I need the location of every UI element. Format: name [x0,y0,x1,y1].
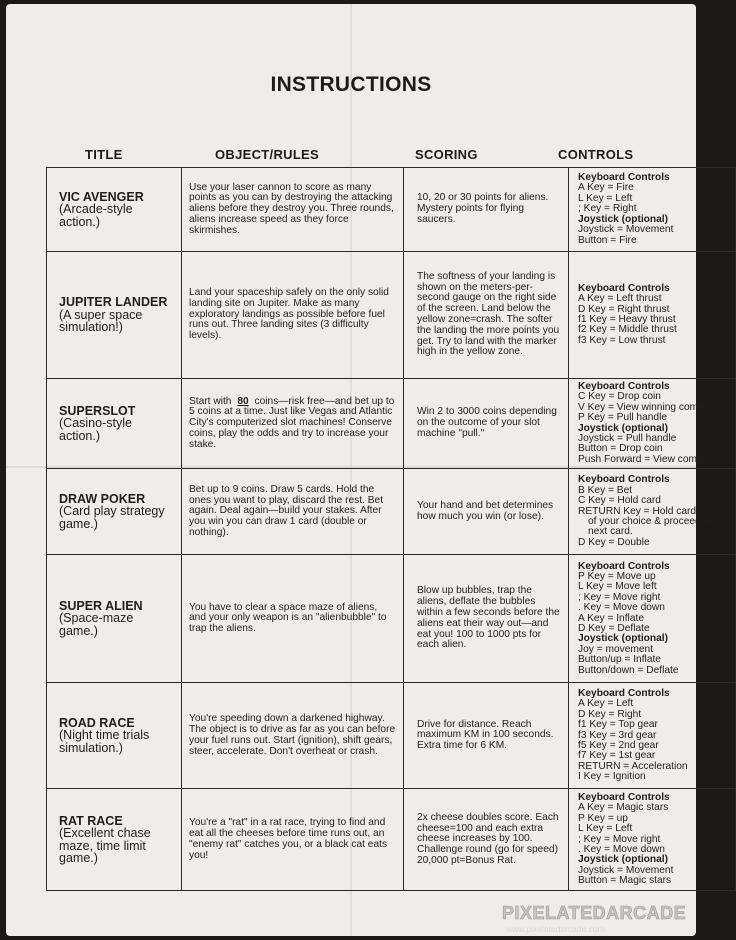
control-line: Joy = movement [578,643,654,655]
game-description: (Arcade-style action.) [59,202,133,229]
control-line: P Key = Move up [578,570,656,582]
control-line: L Key = Left [578,192,633,204]
control-line: D Key = Right [578,708,642,720]
rules-text: Bet up to 9 coins. Draw 5 cards. Hold the ones you want to play, discard the rest. Bet again. Deal again—build your stakes. After you win you can draw 1 card (double or nothing). [189,483,384,538]
game-title-cell [47,469,182,555]
game-title-cell [47,168,182,252]
control-line: Joystick = Pull handle [578,433,677,445]
control-line: f3 Key = 3rd gear [578,729,657,741]
header-controls: CONTROLS [558,147,634,162]
game-title-cell [47,379,182,469]
controls-cell [569,168,736,252]
game-title-cell [47,683,182,789]
game-name: SUPERSLOT [59,403,136,418]
watermark-url: www.pixelatedarcade.com [506,924,605,934]
game-description: (Casino-style action.) [59,416,132,443]
control-line: V Key = View winning comb. [578,401,707,413]
rules-cell [182,789,404,891]
scoring-text: 10, 20 or 30 points for aliens. Mystery points for flying saucers. [417,192,549,225]
scoring-text: The softness of your landing is shown on the meters-per-second gauge on the right side of the screen. Land below the yellow zone=crash. The softer the landing the more points you get. Try to land with the marker high in the yellow zone. [417,270,560,358]
table-row [47,168,736,252]
header-title: TITLE [85,147,123,162]
game-name: VIC AVENGER [59,189,144,204]
scoring-cell [404,379,569,469]
control-line: C Key = Drop coin [578,391,661,403]
rules-text: Use your laser cannon to score as many points as you can by destroying the attacking aliens before they destroy you. Three rounds, aliens increase speed as they force skirmishes. [189,181,394,236]
scoring-text: Blow up bubbles, trap the aliens, deflate the bubbles within a few seconds before the aliens eat their way out—and eat you! 100 to 1000 pts for each alien. [417,585,560,651]
controls-heading: Keyboard Controls [578,791,670,803]
control-line: f3 Key = Low thrust [578,334,666,346]
table-row [47,379,736,469]
control-line: Button/up = Inflate [578,654,661,666]
control-line: B Key = Bet [578,484,633,496]
rules-cell [182,379,404,469]
game-description: (A super space simulation!) [59,307,143,335]
control-line: . Key = Move down [578,843,665,855]
control-line: A Key = Fire [578,182,634,194]
control-line: D Key = Right thrust [578,303,670,315]
scoring-text: Your hand and bet determines how much you win (or lose). [417,499,554,522]
table-row [47,469,736,555]
table-row [47,789,736,891]
controls-heading: Keyboard Controls [578,474,670,486]
game-title-cell [47,555,182,683]
table-row [47,252,736,379]
games-table [46,167,736,891]
game-name: SUPER ALIEN [59,598,143,613]
header-scoring: SCORING [415,147,478,162]
controls-cell [569,379,736,469]
joystick-heading: Joystick (optional) [578,422,669,434]
starting-coins-value: 80 [237,395,249,407]
game-name: JUPITER LANDER [59,295,168,310]
scoring-cell [404,555,569,683]
header-object-rules: OBJECT/RULES [215,147,320,162]
rules-prefix: Start with [189,395,232,407]
controls-cell [569,469,736,555]
control-line: RETURN = Acceleration [578,760,688,772]
control-line: f7 Key = 1st gear [578,750,656,762]
controls-heading: Keyboard Controls [578,381,670,392]
control-line: A Key = Inflate [578,612,644,624]
control-line: of your choice & proceed to next card. [588,515,713,538]
control-line: Joystick = Movement [578,224,674,236]
instruction-sheet [6,4,713,936]
control-line: P Key = Pull handle [578,412,668,424]
control-line: f5 Key = 2nd gear [578,739,659,751]
game-name: RAT RACE [59,813,123,828]
control-line: A Key = Magic stars [578,802,669,814]
table-row [47,683,736,789]
scoring-cell [404,683,569,789]
rules-text: Land your spaceship safely on the only solid landing site on Jupiter. Make as many exploratory landings as possible before fuel runs out. Three landing sites (3 difficulty levels). [189,287,389,342]
control-line: RETURN Key = Hold card [578,505,697,517]
control-line: L Key = Move left [578,581,657,593]
control-line: C Key = Hold card [578,495,661,507]
scoring-text: Drive for distance. Reach maximum KM in 100 seconds. Extra time for 6 KM. [417,718,554,752]
game-title-cell [47,789,182,891]
controls-heading: Keyboard Controls [578,282,670,294]
control-line: f1 Key = Heavy thrust [578,314,676,325]
control-line: D Key = Deflate [578,622,650,634]
control-line: L Key = Left [578,823,633,835]
scoring-cell [404,252,569,379]
rules-text: coins—risk free—and bet up to 5 coins at a time. Just like Vegas and Atlantic City's computerized slot machines! Conserve coins, play the odds and try to increase your stake. [189,395,395,450]
scoring-cell [404,469,569,555]
control-line: P Key = up [578,812,628,824]
game-title-cell [47,252,182,379]
rules-cell [182,555,404,683]
controls-heading: Keyboard Controls [578,687,670,699]
game-description: (Excellent chase maze, time limit game.) [59,826,151,866]
rules-cell [182,469,404,555]
control-line: D Key = Double [578,536,650,548]
joystick-heading: Joystick (optional) [578,213,669,225]
watermark-logo: PIXELATEDARCADE [502,903,687,923]
rules-cell [182,683,404,789]
control-line: ; Key = Move right [578,833,661,845]
scoring-text: 2x cheese doubles score. Each cheese=100 and each extra cheese increases by 100. Challenge round (go for speed) 20,000 pt=Bonus Rat. [417,811,559,866]
control-line: f1 Key = Top gear [578,719,658,731]
joystick-heading: Joystick (optional) [578,854,669,866]
controls-cell [569,252,736,379]
scoring-text: Win 2 to 3000 coins depending on the outcome of your slot machine "pull." [417,406,557,440]
game-name: DRAW POKER [59,491,146,506]
rules-cell [182,252,404,379]
controls-cell [569,683,736,789]
control-line: Joystick = Movement [578,864,674,876]
game-name: ROAD RACE [59,715,135,730]
controls-heading: Keyboard Controls [578,560,670,572]
game-description: (Card play strategy game.) [59,504,165,532]
control-line: Button = Magic stars [578,875,672,887]
control-line: Button = Fire [578,234,637,246]
control-line: ; Key = Right [578,203,637,215]
control-line: f2 Key = Middle thrust [578,324,677,336]
page-title: INSTRUCTIONS [270,73,432,96]
control-line: Button = Drop coin [578,443,663,455]
control-line: ; Key = Move right [578,591,661,603]
table-row [47,555,736,683]
rules-cell [182,168,404,252]
controls-heading: Keyboard Controls [578,172,670,184]
controls-cell [569,555,736,683]
game-description: (Space-maze game.) [59,611,134,639]
rules-text: You have to clear a space maze of aliens, and your only weapon is an "alienbubble" to trap the aliens. [189,601,387,635]
control-line: I Key = Ignition [578,771,646,783]
scoring-cell [404,168,569,252]
game-description: (Night time trials simulation.) [59,728,150,756]
rules-text: You're speeding down a darkened highway. The object is to drive as far as you can before your fuel runs out. Start (ignition), shift gears, steer, accelerate. Don't overheat or crash. [189,713,396,757]
rules-text: You're a "rat" in a rat race, trying to find and eat all the cheeses before time runs out, an "enemy rat" catches you, or a black cat eats you! [189,817,388,861]
scoring-cell [404,789,569,891]
control-line: A Key = Left [578,698,634,710]
control-line: A Key = Left thrust [578,293,662,305]
control-line: Button/down = Deflate [578,664,679,676]
controls-cell [569,789,736,891]
joystick-heading: Joystick (optional) [578,633,669,645]
control-line: Push Forward = View comb. [578,453,706,465]
control-line: . Key = Move down [578,602,665,614]
